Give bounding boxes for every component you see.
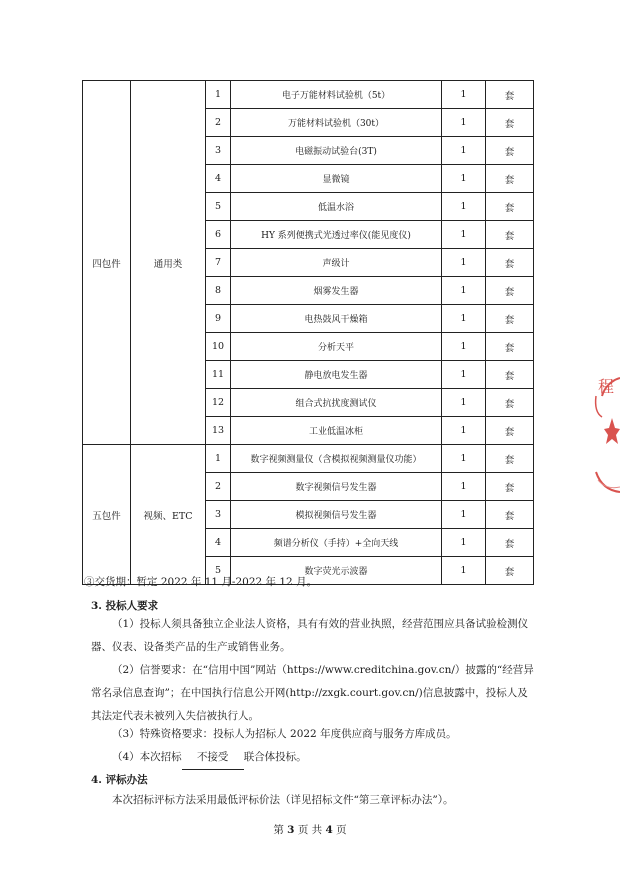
package-cell: 四包件: [83, 81, 131, 445]
item-name-cell: 显微镜: [231, 165, 442, 193]
index-cell: 13: [206, 417, 231, 445]
item-name-cell: 烟雾发生器: [231, 277, 442, 305]
quantity-cell: 1: [442, 361, 486, 389]
index-cell: 4: [206, 529, 231, 557]
item-name-cell: 频谱分析仪（手持）+全向天线: [231, 529, 442, 557]
quantity-cell: 1: [442, 305, 486, 333]
seal-text: 程: [598, 377, 615, 396]
table-row: [83, 81, 534, 109]
unit-cell: 套: [486, 361, 534, 389]
para-4-blank: 不接受: [182, 746, 244, 770]
index-cell: 12: [206, 389, 231, 417]
unit-cell: 套: [486, 193, 534, 221]
item-name-cell: 分析天平: [231, 333, 442, 361]
quantity-cell: 1: [442, 249, 486, 277]
quantity-cell: 1: [442, 193, 486, 221]
quantity-cell: 1: [442, 473, 486, 501]
quantity-cell: 1: [442, 501, 486, 529]
seal-stamp: [592, 372, 620, 500]
index-cell: 5: [206, 557, 231, 585]
index-cell: 3: [206, 137, 231, 165]
section-3-para-1: （1）投标人须具备独立企业法人资格，具有有效的营业执照，经营范围应具备试验检测仪器、仪表、设备类产品的生产或销售业务。: [91, 618, 529, 653]
item-name-cell: 组合式抗扰度测试仪: [231, 389, 442, 417]
index-cell: 5: [206, 193, 231, 221]
category-cell: 通用类: [131, 81, 206, 445]
index-cell: 11: [206, 361, 231, 389]
quantity-cell: 1: [442, 333, 486, 361]
footer-middle: 页 共: [297, 824, 323, 836]
section-3-title: 3. 投标人要求: [91, 600, 159, 612]
item-name-cell: 电磁振动试验台(3T): [231, 137, 442, 165]
index-cell: 7: [206, 249, 231, 277]
unit-cell: 套: [486, 221, 534, 249]
unit-cell: 套: [486, 305, 534, 333]
unit-cell: 套: [486, 81, 534, 109]
item-name-cell: 数字视频测量仪（含模拟视频测量仪功能）: [231, 445, 442, 473]
item-name-cell: 万能材料试验机（30t）: [231, 109, 442, 137]
index-cell: 1: [206, 445, 231, 473]
quantity-cell: 1: [442, 417, 486, 445]
item-name-cell: 工业低温冰柜: [231, 417, 442, 445]
index-cell: 10: [206, 333, 231, 361]
section-3-para-4: [91, 746, 537, 770]
unit-cell: 套: [486, 557, 534, 585]
footer-prefix: 第: [273, 824, 284, 836]
quantity-cell: 1: [442, 557, 486, 585]
item-name-cell: 模拟视频信号发生器: [231, 501, 442, 529]
section-4-title: 4. 评标办法: [91, 774, 148, 786]
quantity-cell: 1: [442, 81, 486, 109]
index-cell: 2: [206, 473, 231, 501]
quantity-cell: 1: [442, 445, 486, 473]
quantity-cell: 1: [442, 221, 486, 249]
category-cell: 视频、ETC: [131, 445, 206, 585]
quantity-cell: 1: [442, 137, 486, 165]
quantity-cell: 1: [442, 529, 486, 557]
item-name-cell: 数字荧光示波器: [231, 557, 442, 585]
page-footer: [0, 822, 620, 837]
para-4-suffix: 联合体投标。: [243, 751, 307, 763]
unit-cell: 套: [486, 473, 534, 501]
index-cell: 4: [206, 165, 231, 193]
unit-cell: 套: [486, 137, 534, 165]
unit-cell: 套: [486, 249, 534, 277]
delivery-period: ③交货期：暂定 2022 年 11 月-2022 年 12 月。: [84, 576, 318, 588]
index-cell: 3: [206, 501, 231, 529]
index-cell: 9: [206, 305, 231, 333]
item-name-cell: 电热鼓风干燥箱: [231, 305, 442, 333]
item-name-cell: 静电放电发生器: [231, 361, 442, 389]
unit-cell: 套: [486, 389, 534, 417]
item-name-cell: 低温水浴: [231, 193, 442, 221]
package-cell: 五包件: [83, 445, 131, 585]
item-name-cell: 数字视频信号发生器: [231, 473, 442, 501]
index-cell: 8: [206, 277, 231, 305]
footer-page: 3: [287, 824, 295, 836]
section-4-para-1: 本次招标评标方法采用最低评标价法（详见招标文件“第三章评标办法”）。: [112, 794, 454, 806]
quantity-cell: 1: [442, 165, 486, 193]
unit-cell: 套: [486, 165, 534, 193]
quantity-cell: 1: [442, 389, 486, 417]
index-cell: 1: [206, 81, 231, 109]
quantity-cell: 1: [442, 277, 486, 305]
unit-cell: 套: [486, 417, 534, 445]
footer-total: 4: [325, 824, 333, 836]
table-row: [83, 445, 534, 473]
item-name-cell: HY 系列便携式光透过率仪(能见度仪): [231, 221, 442, 249]
unit-cell: 套: [486, 529, 534, 557]
index-cell: 6: [206, 221, 231, 249]
para-4-prefix: （4）本次招标: [112, 751, 182, 763]
equipment-table: [82, 80, 534, 585]
equipment-table-body: [83, 81, 534, 585]
item-name-cell: 声级计: [231, 249, 442, 277]
unit-cell: 套: [486, 333, 534, 361]
footer-suffix: 页: [336, 824, 347, 836]
quantity-cell: 1: [442, 109, 486, 137]
section-3-para-3: （3）特殊资格要求：投标人为招标人 2022 年度供应商与服务方库成员。: [112, 728, 457, 740]
item-name-cell: 电子万能材料试验机（5t）: [231, 81, 442, 109]
section-3-para-2: （2）信誉要求：在“信用中国”网站（https://www.creditchina.gov.cn/）披露的“经营异常名录信息查询”；在中国执行信息公开网(http://zxgk.court.gov.cn/)信息披露中，投标人及其法定代表未被列入失信被执行人。: [91, 664, 534, 722]
unit-cell: 套: [486, 445, 534, 473]
unit-cell: 套: [486, 501, 534, 529]
unit-cell: 套: [486, 277, 534, 305]
unit-cell: 套: [486, 109, 534, 137]
index-cell: 2: [206, 109, 231, 137]
